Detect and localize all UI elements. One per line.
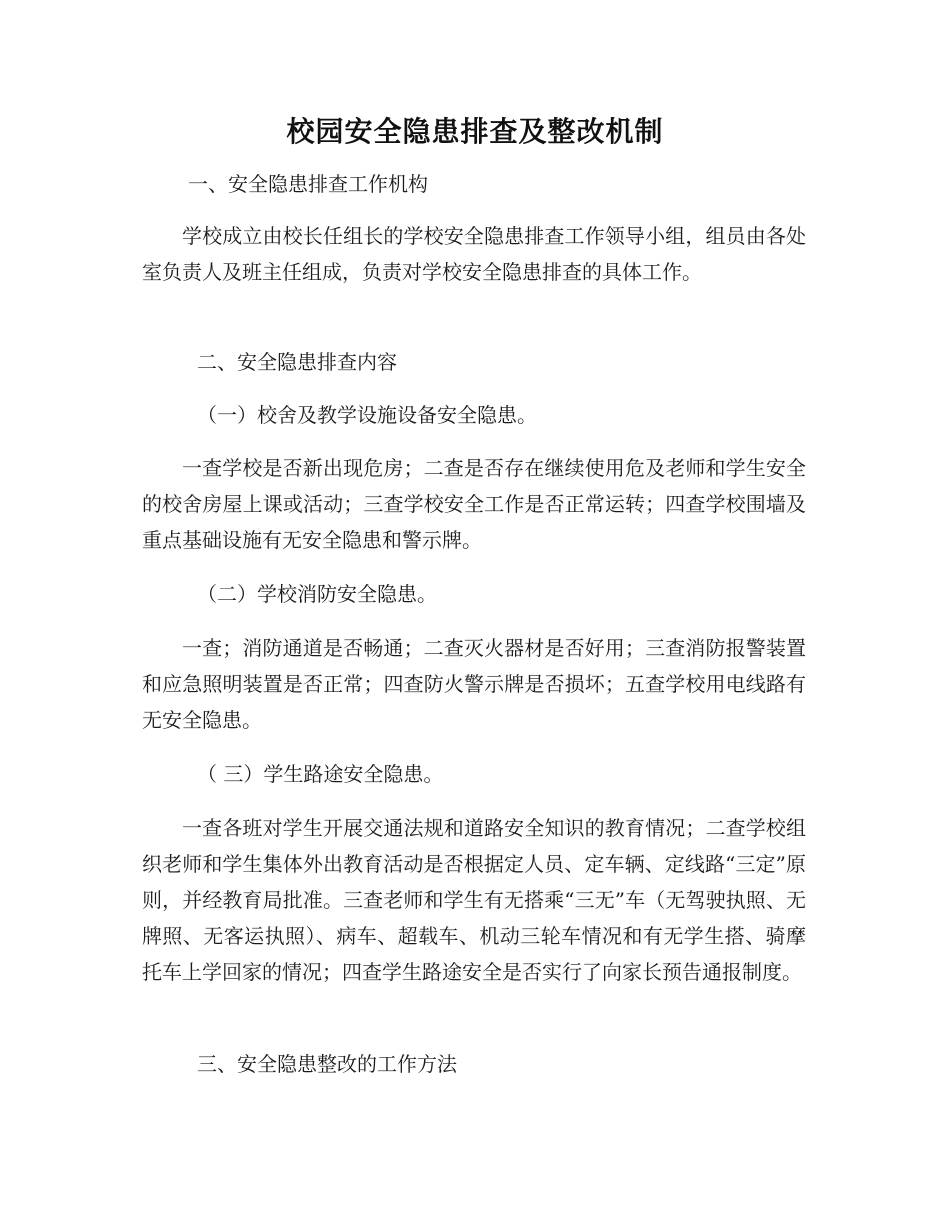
paragraph-1: 学校成立由校长任组长的学校安全隐患排查工作领导小组，组员由各处室负责人及班主任组成，负责对学校安全隐患排查的具体工作。	[142, 224, 806, 284]
paragraph-2: 一查学校是否新出现危房；二查是否存在继续使用危及老师和学生安全的校舍房屋上课或活动；三查学校安全工作是否正常运转；四查学校围墙及重点基础设施有无安全隐患和警示牌。	[142, 456, 806, 552]
section-heading-1: 一、安全隐患排查工作机构	[188, 172, 428, 196]
section-heading-2: 二、安全隐患排查内容	[197, 350, 397, 374]
subsection-heading-3: （ 三）学生路途安全隐患。	[197, 762, 444, 786]
subsection-heading-2: （二）学校消防安全隐患。	[197, 582, 437, 606]
document-title: 校园安全隐患排查及整改机制	[286, 115, 664, 148]
section-heading-3: 三、安全隐患整改的工作方法	[197, 1052, 457, 1076]
paragraph-4: 一查各班对学生开展交通法规和道路安全知识的教育情况；二查学校组织老师和学生集体外出教育活动是否根据定人员、定车辆、定线路“三定”原则，并经教育局批准。三查老师和学生有无搭乘“三无”车（无驾驶执照、无牌照、无客运执照）、病车、超载车、机动三轮车情况和有无学生搭、骑摩托车上学回家的情况；四查学生路途安全是否实行了向家长预告通报制度。	[142, 816, 806, 984]
paragraph-3: 一查；消防通道是否畅通；二查灭火器材是否好用；三查消防报警装置和应急照明装置是否正常；四查防火警示牌是否损坏；五查学校用电线路有无安全隐患。	[142, 636, 806, 732]
subsection-heading-1: （一）校舍及教学设施设备安全隐患。	[197, 403, 537, 427]
